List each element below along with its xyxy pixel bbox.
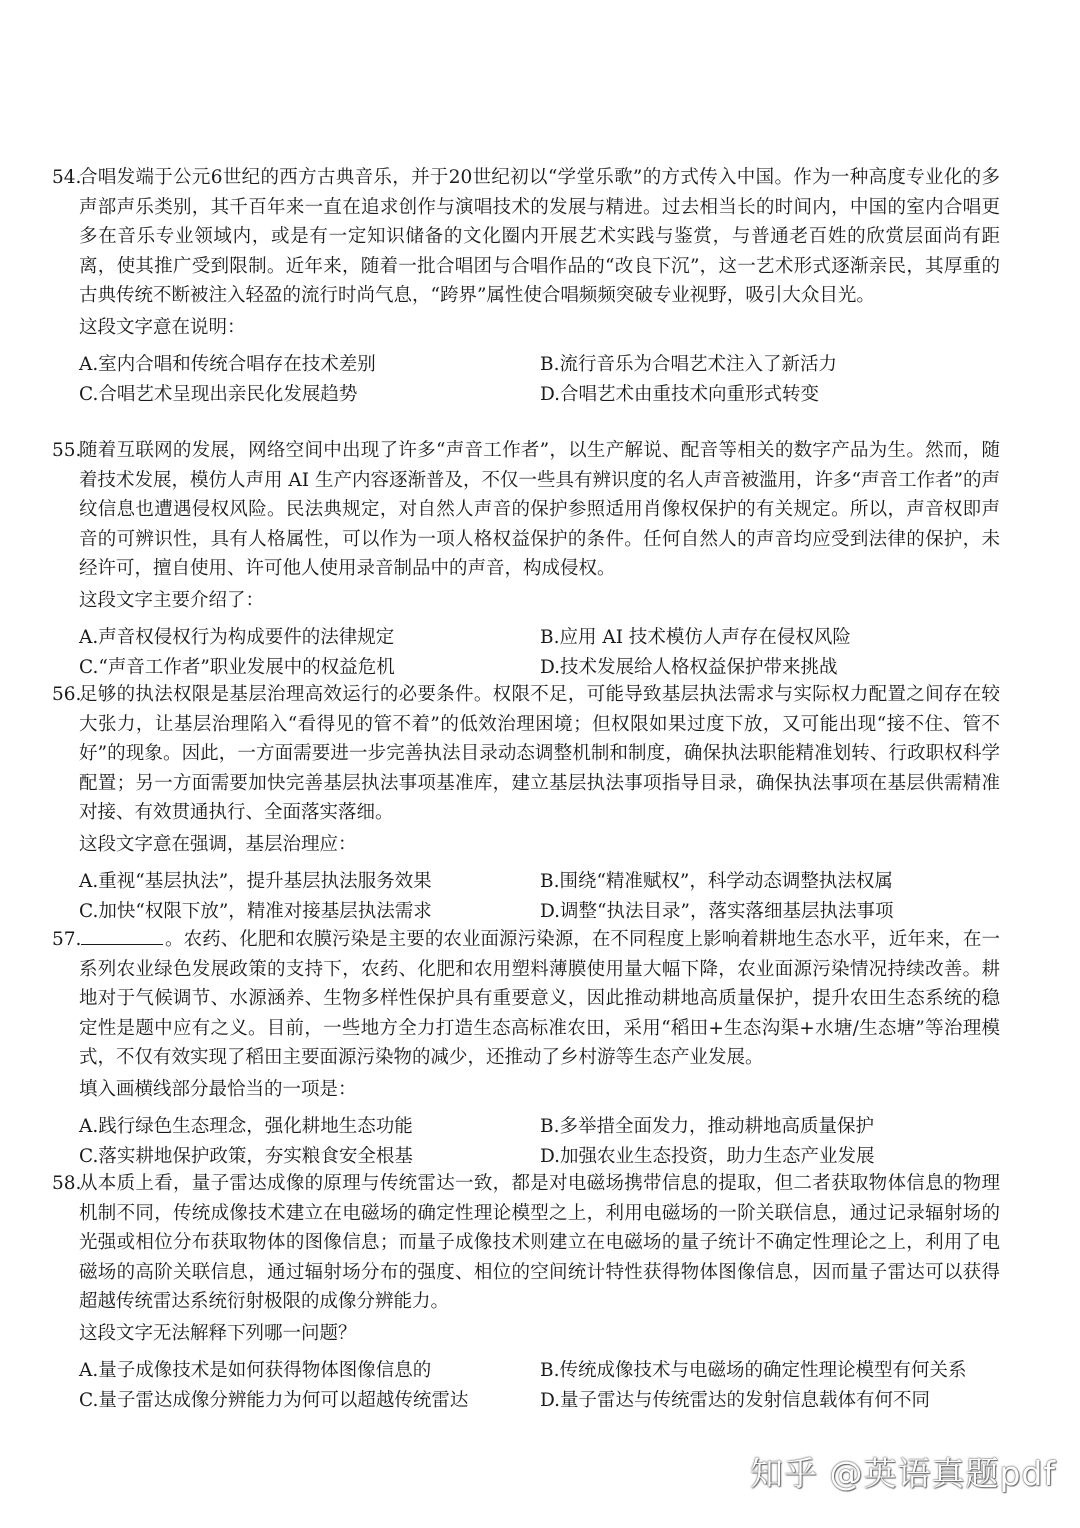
- question-number: 57.: [52, 929, 82, 950]
- question-57: [52, 925, 1000, 1171]
- question-text: 合唱发端于公元6世纪的西方古典音乐，并于20世纪初以“学堂乐歌”的方式传入中国。作为一种高度专业化的多声部声乐类别，其千百年来一直在追求创作与演唱技术的发展与精进。过去相当长的时间内，中国的室内合唱更多在音乐专业领域内，或是有一定知识储备的文化圈内开展艺术实践与鉴赏，与普通老百姓的欣赏层面尚有距离，使其推广受到限制。近年来，随着一批合唱团与合唱作品的“改良下沉”，这一艺术形式逐渐亲民，其厚重的古典传统不断被注入轻盈的流行时尚气息，“跨界”属性使合唱频频突破专业视野，吸引大众目光。: [79, 167, 1000, 306]
- option-c: C.合唱艺术呈现出亲民化发展趋势: [79, 383, 358, 405]
- question-54: [52, 163, 1000, 409]
- option-c: C.加快“权限下放”，精准对接基层执法需求: [79, 900, 432, 922]
- option-c: C.量子雷达成像分辨能力为何可以超越传统雷达: [79, 1389, 469, 1411]
- question-stem: [52, 925, 1000, 1073]
- option-c: C.落实耕地保护政策，夯实粮食安全根基: [79, 1145, 413, 1167]
- option-b: B.多举措全面发力，推动耕地高质量保护: [540, 1116, 874, 1137]
- option-d: D.调整“执法目录”，落实落细基层执法事项: [540, 900, 894, 922]
- option-d: D.合唱艺术由重技术向重形式转变: [540, 383, 820, 405]
- question-text: 足够的执法权限是基层治理高效运行的必要条件。权限不足，可能导致基层执法需求与实际权力配置之间存在较大张力，让基层治理陷入“看得见的管不着”的低效治理困境；但权限如果过度下放，又可能出现“接不住、管不好”的现象。因此，一方面需要进一步完善执法目录动态调整机制和制度，确保执法职能精准划转、行政职权科学配置；另一方面需要加快完善基层执法事项基准库，建立基层执法事项指导目录，确保执法事项在基层供需精准对接、有效贯通执行、全面落实落细。: [79, 684, 1000, 823]
- option-b: B.传统成像技术与电磁场的确定性理论模型有何关系: [540, 1360, 967, 1381]
- options-grid: [52, 623, 1000, 682]
- option-c: C.“声音工作者”职业发展中的权益危机: [79, 656, 395, 678]
- fill-in-blank: [81, 926, 163, 945]
- option-a: A.践行绿色生态理念，强化耕地生态功能: [79, 1116, 413, 1137]
- option-b: B.应用 AI 技术模仿人声存在侵权风险: [540, 627, 851, 648]
- options-grid: [52, 1112, 1000, 1171]
- question-number: 54.: [52, 167, 82, 188]
- question-stem: [52, 436, 1000, 584]
- question-prompt: 填入画横线部分最恰当的一项是：: [79, 1078, 357, 1100]
- option-a: A.量子成像技术是如何获得物体图像信息的: [79, 1360, 432, 1381]
- options-grid: [52, 1356, 1000, 1415]
- question-prompt: 这段文字意在强调，基层治理应：: [79, 833, 357, 855]
- question-text: 从本质上看，量子雷达成像的原理与传统雷达一致，都是对电磁场携带信息的提取，但二者获取物体信息的物理机制不同，传统成像技术建立在电磁场的确定性理论模型之上，利用电磁场的一阶关联信息，通过记录辐射场的光强或相位分布获取物体的图像信息；而量子成像技术则建立在电磁场的量子统计不确定性理论之上，利用了电磁场的高阶关联信息，通过辐射场分布的强度、相位的空间统计特性获得物体图像信息，因而量子雷达可以获得超越传统雷达系统衍射极限的成像分辨能力。: [79, 1173, 1000, 1312]
- zhihu-watermark: 知乎 @英语真题pdf: [749, 1454, 1056, 1493]
- option-a: A.声音权侵权行为构成要件的法律规定: [79, 627, 395, 648]
- option-a: A.重视“基层执法”，提升基层执法服务效果: [79, 871, 432, 892]
- question-stem: [52, 680, 1000, 828]
- question-stem: [52, 1169, 1000, 1317]
- question-number: 55.: [52, 440, 82, 461]
- question-55: [52, 436, 1000, 682]
- question-58: [52, 1169, 1000, 1415]
- options-grid: [52, 867, 1000, 926]
- question-prompt: 这段文字无法解释下列哪一问题？: [79, 1322, 357, 1344]
- question-number: 58.: [52, 1173, 82, 1194]
- question-number: 56.: [52, 684, 82, 705]
- option-d: D.量子雷达与传统雷达的发射信息载体有何不同: [540, 1389, 931, 1411]
- option-b: B.围绕“精准赋权”，科学动态调整执法权属: [540, 871, 893, 892]
- question-text: 。农药、化肥和农膜污染是主要的农业面源污染源，在不同程度上影响着耕地生态水平，近年来，在一系列农业绿色发展政策的支持下，农药、化肥和农用塑料薄膜使用量大幅下降，农业面源污染情况持续改善。耕地对于气候调节、水源涵养、生物多样性保护具有重要意义，因此推动耕地高质量保护，提升农田生态系统的稳定性是题中应有之义。目前，一些地方全力打造生态高标准农田，采用“稻田+生态沟渠+水塘/生态塘”等治理模式，不仅有效实现了稻田主要面源污染物的减少，还推动了乡村游等生态产业发展。: [79, 929, 1000, 1068]
- question-56: [52, 680, 1000, 926]
- question-stem: [52, 163, 1000, 311]
- option-a: A.室内合唱和传统合唱存在技术差别: [79, 354, 376, 375]
- option-b: B.流行音乐为合唱艺术注入了新活力: [540, 354, 837, 375]
- question-text: 随着互联网的发展，网络空间中出现了许多“声音工作者”，以生产解说、配音等相关的数字产品为生。然而，随着技术发展，模仿人声用 AI 生产内容逐渐普及，不仅一些具有辨识度的名人声音被滥用，许多“声音工作者”的声纹信息也遭遇侵权风险。民法典规定，对自然人声音的保护参照适用肖像权保护的有关规定。所以，声音权即声音的可辨识性，具有人格属性，可以作为一项人格权益保护的条件。任何自然人的声音均应受到法律的保护，未经许可，擅自使用、许可他人使用录音制品中的声音，构成侵权。: [79, 440, 1000, 579]
- option-d: D.加强农业生态投资，助力生态产业发展: [540, 1145, 875, 1167]
- question-prompt: 这段文字主要介绍了：: [79, 589, 265, 611]
- option-d: D.技术发展给人格权益保护带来挑战: [540, 656, 838, 678]
- options-grid: [52, 350, 1000, 409]
- question-prompt: 这段文字意在说明：: [79, 316, 246, 338]
